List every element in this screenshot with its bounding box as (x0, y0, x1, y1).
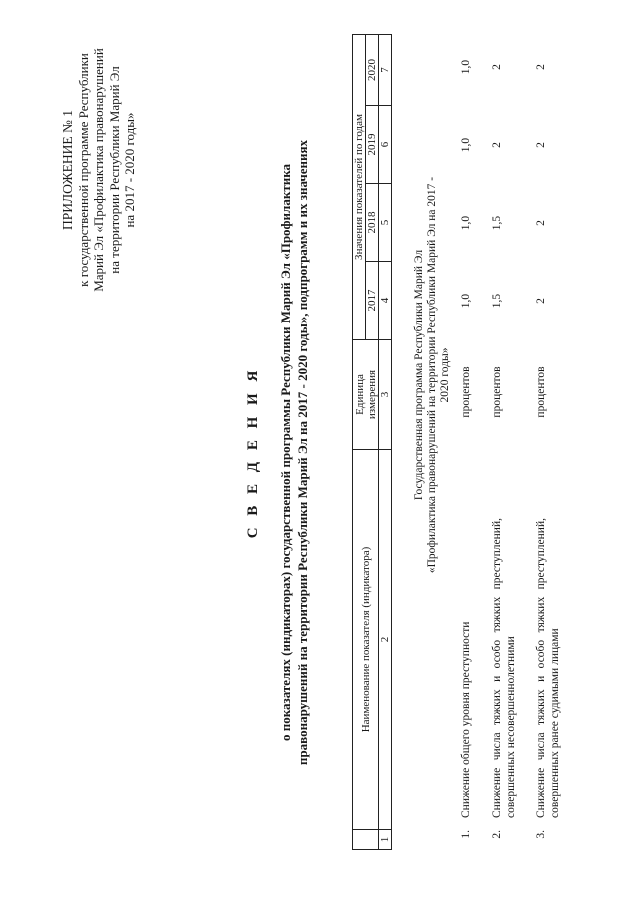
header-year-cell: 2019 (366, 106, 379, 184)
indicators-table-header (352, 34, 392, 850)
appendix-header (60, 20, 138, 320)
appendix-title: ПРИЛОЖЕНИЕ № 1 (60, 109, 75, 231)
row-indicator-name: Снижение числа тяжких и особо тяжких преступлений, совершенных несовершеннолетними (491, 518, 517, 818)
appendix-line: на 2017 - 2020 годы» (122, 112, 137, 228)
row-value-2018: 1,0 (460, 215, 472, 231)
row-value-2019: 2 (535, 142, 547, 148)
header-year-cell: 2017 (366, 262, 379, 340)
row-number: 1. (460, 830, 472, 839)
header-unit-line2: измерения (365, 369, 378, 420)
column-number-cell: 2 (379, 450, 392, 830)
column-number-cell: 1 (379, 830, 392, 850)
header-year-cell: 2018 (366, 184, 379, 262)
row-number: 2. (491, 830, 503, 839)
document-subtitle-line2: правонарушений на территории Республики Марий Эл на 2017 - 2020 годы», подпрограмм и их значениях (295, 139, 310, 766)
row-value-2020: 2 (491, 64, 503, 70)
row-unit: процентов (535, 366, 547, 418)
row-value-2018: 1,5 (491, 215, 503, 231)
row-unit: процентов (491, 366, 503, 418)
column-number-cell: 4 (379, 262, 392, 340)
row-value-2017: 2 (535, 298, 547, 304)
header-unit-cell (353, 340, 379, 450)
header-values-group: Значения показателей по годам (353, 34, 366, 339)
column-number-cell: 3 (379, 340, 392, 450)
header-name-cell: Наименование показателя (индикатора) (353, 450, 379, 830)
section-title-line1: Государственная программа Республики Марий Эл (413, 249, 425, 501)
row-value-2020: 2 (535, 64, 547, 70)
row-value-2019: 2 (491, 142, 503, 148)
column-number-cell: 7 (379, 34, 392, 105)
header-unit-line1: Единица (353, 374, 366, 415)
row-unit: процентов (460, 366, 472, 418)
row-value-2017: 1,0 (460, 293, 472, 309)
document-subtitle-line1: о показателях (индикаторах) государственной программы Республики Марий Эл «Профилактика (278, 164, 293, 741)
row-value-2020: 1,0 (460, 59, 472, 75)
header-year-cell: 2020 (366, 34, 379, 105)
row-number: 3. (535, 830, 547, 839)
appendix-line: на территории Республики Марий Эл (106, 66, 122, 274)
column-number-cell: 6 (379, 106, 392, 184)
row-indicator-name: Снижение общего уровня преступности (460, 621, 472, 818)
header-num-cell (353, 830, 379, 850)
appendix-line: Марий Эл «Профилактика правонарушений (91, 48, 106, 292)
appendix-line: к государственной программе Республики (75, 53, 91, 287)
row-indicator-name: Снижение числа тяжких и особо тяжких преступлений, совершенных ранее судимыми лицами (535, 518, 561, 818)
row-value-2017: 1,5 (491, 293, 503, 309)
row-value-2019: 1,0 (460, 137, 472, 153)
row-value-2018: 2 (535, 220, 547, 226)
column-number-cell: 5 (379, 184, 392, 262)
document-title: С В Е Д Е Н И Я (245, 366, 261, 539)
section-title-line2: «Профилактика правонарушений на территории Республики Марий Эл на 2017 - 2020 годы» (426, 176, 451, 574)
